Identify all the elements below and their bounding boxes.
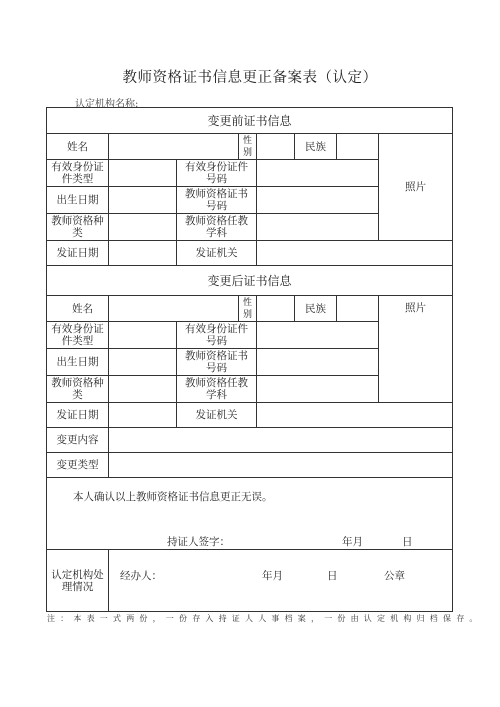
subject-label: 教师资格任教 学科 bbox=[177, 214, 257, 241]
issue-date-label: 发证日期 bbox=[47, 403, 109, 428]
confirmation-block bbox=[47, 478, 453, 550]
change-content-label: 变更内容 bbox=[47, 428, 109, 453]
section-after-title: 变更后证书信息 bbox=[47, 266, 453, 296]
handler-label: 经办人： bbox=[120, 570, 162, 582]
birth-label: 出生日期 bbox=[47, 187, 109, 214]
cert-no-label: 教师资格证书 号码 bbox=[177, 349, 257, 376]
name-field[interactable] bbox=[109, 134, 239, 160]
handling-day-label: 日 bbox=[327, 570, 338, 582]
name-label: 姓名 bbox=[47, 134, 109, 160]
photo-label: 照片 bbox=[405, 302, 426, 314]
handling-month-label: 年月 bbox=[262, 570, 283, 582]
subject-field[interactable] bbox=[257, 376, 379, 403]
official-seal-label: 公章 bbox=[384, 570, 405, 582]
id-number-label: 有效身份证件 号码 bbox=[177, 322, 257, 349]
id-type-field[interactable] bbox=[109, 160, 177, 187]
photo-box[interactable] bbox=[379, 296, 453, 403]
handling-label: 认定机构处 理情况 bbox=[47, 550, 109, 612]
signature-month-label: 年月 bbox=[342, 536, 363, 548]
id-number-field[interactable] bbox=[257, 322, 379, 349]
name-field[interactable] bbox=[109, 296, 239, 322]
confirmation-text: 本人确认以上教师资格证书信息更正无误。 bbox=[73, 491, 273, 503]
issuer-field[interactable] bbox=[257, 403, 453, 428]
org-name-label: 认定机构名称: bbox=[75, 99, 139, 110]
holder-signature-label[interactable]: 持证人签字： bbox=[167, 536, 230, 548]
issuer-field[interactable] bbox=[257, 241, 453, 266]
subject-field[interactable] bbox=[257, 214, 379, 241]
subject-label: 教师资格任教 学科 bbox=[177, 376, 257, 403]
issuer-label: 发证机关 bbox=[177, 403, 257, 428]
id-type-label: 有效身份证 件类型 bbox=[47, 322, 109, 349]
ethnicity-label: 民族 bbox=[295, 134, 337, 160]
cert-no-field[interactable] bbox=[257, 187, 379, 214]
cert-no-field[interactable] bbox=[257, 349, 379, 376]
gender-label: 性 别 bbox=[239, 134, 257, 160]
id-number-field[interactable] bbox=[257, 160, 379, 187]
id-type-label: 有效身份证 件类型 bbox=[47, 160, 109, 187]
birth-field[interactable] bbox=[109, 187, 177, 214]
ethnicity-field[interactable] bbox=[337, 134, 379, 160]
gender-field[interactable] bbox=[257, 296, 295, 322]
issue-date-field[interactable] bbox=[109, 241, 177, 266]
cert-type-label: 教师资格种 类 bbox=[47, 214, 109, 241]
photo-box[interactable]: 照片 bbox=[379, 134, 453, 241]
issue-date-field[interactable] bbox=[109, 403, 177, 428]
name-label: 姓名 bbox=[47, 296, 109, 322]
birth-label: 出生日期 bbox=[47, 349, 109, 376]
ethnicity-field[interactable] bbox=[337, 296, 379, 322]
cert-type-label: 教师资格种 类 bbox=[47, 376, 109, 403]
id-number-label: 有效身份证件 号码 bbox=[177, 160, 257, 187]
record-form-table bbox=[46, 107, 453, 612]
handling-block[interactable] bbox=[109, 550, 453, 612]
cert-no-label: 教师资格证书 号码 bbox=[177, 187, 257, 214]
change-type-field[interactable] bbox=[109, 453, 453, 478]
change-content-field[interactable] bbox=[109, 428, 453, 453]
form-title: 教师资格证书信息更正备案表（认定） bbox=[122, 70, 378, 86]
ethnicity-label: 民族 bbox=[295, 296, 337, 322]
gender-field[interactable] bbox=[257, 134, 295, 160]
change-type-label: 变更类型 bbox=[47, 453, 109, 478]
issuer-label: 发证机关 bbox=[177, 241, 257, 266]
cert-type-field[interactable] bbox=[109, 376, 177, 403]
issue-date-label: 发证日期 bbox=[47, 241, 109, 266]
birth-field[interactable] bbox=[109, 349, 177, 376]
gender-label: 性 别 bbox=[239, 296, 257, 322]
cert-type-field[interactable] bbox=[109, 214, 177, 241]
footnote: 注：本表一式两份，一份存入持证人人事档案，一份由认定机构归档保存。 bbox=[47, 614, 483, 623]
signature-day-label: 日 bbox=[402, 536, 413, 548]
section-before-title: 变更前证书信息 bbox=[47, 108, 453, 134]
id-type-field[interactable] bbox=[109, 322, 177, 349]
